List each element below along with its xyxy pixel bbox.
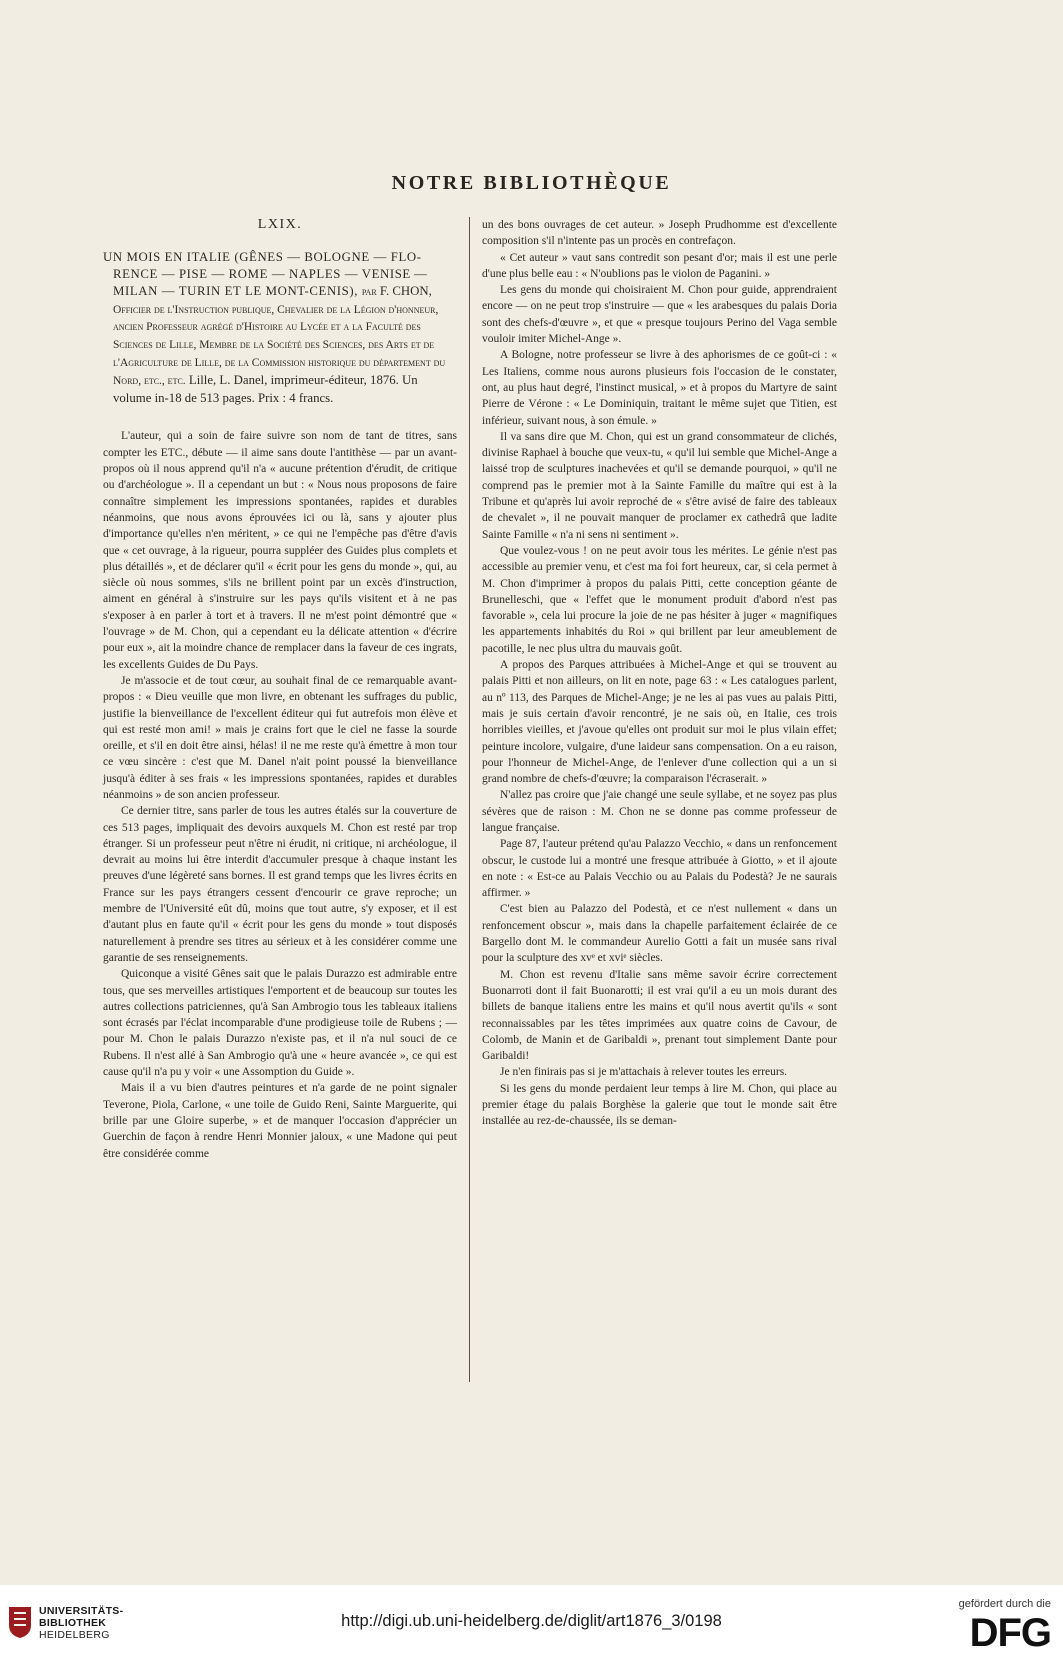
paragraph: Je n'en finirais pas si je m'attachais à relever toutes les erreurs. [500, 1066, 788, 1079]
paragraph: A Bologne, notre professeur se livre à des aphorismes de ce goût-ci : « Les Italiens, comme nous aurons plusieurs fois l'occasion de le constater, ont, au plus haut degré, l'instinct musical, » et à propos du Martyre de saint Pierre de Vérone : « Le Dominiquin, traitant le même sujet que Titien, est inférieur, suivant nous, à son émule. » [482, 349, 837, 427]
paragraph: Quiconque a visité Gênes sait que le palais Durazzo est admirable entre tous, que ses merveilles artistiques l'emportent et de beaucoup sur toutes les autres collections patriciennes, qu'à San Ambrogio tous les tableaux italiens sont écrasés par l'éclat incomparable d'une prodigieuse toile de Rubens ; — pour M. Chon le palais Durazzo n'existe pas, et il n'a nul souci de ce Rubens. Il n'est allé à San Ambrogio qu'à une « heure avancée », ce qui est cause qu'il n'a pu y voir « une Assomption du Guide ». [103, 968, 457, 1079]
left-column [103, 217, 457, 1162]
paragraph: L'auteur, qui a soin de faire suivre son nom de tant de titres, sans compter les ETC., débute — il aime sans doute l'antithèse — par un avant-propos où il nous apprend qu'il n'a « aucune prétention d'érudit, de critique ou d'archéologue ». Il a cependant un but : « Nous nous proposons de faire connaître simplement les impressions spontanées, rapides et durables néanmoins, que nous avons éprouvées ici ou là, sans y ajouter plus d'importance qu'elles n'en méritent, » ce qui ne l'empêche pas d'être d'avis que « cet ouvrage, à la rigueur, pourra suppléer des Guides plus complets et plus détaillés », et de déclarer qu'il « écrit pour les gens du monde », qui, au siècle où nous sommes, s'ils ne brillent point par un excès d'instruction, aiment en général à s'instruire sur les pays qu'ils visitent et à ne pas s'exposer à en parler à tort et à travers. Il ne m'est point démontré que « l'ouvrage » de M. Chon, qui a cependant eu la délicate attention « d'écrire pour eux », ait la moindre chance de remplacer dans la faveur de ces ingrats, les excellents Guides de Du Pays. [103, 430, 457, 671]
paragraph: Les gens du monde qui choisiraient M. Chon pour guide, apprendraient encore — on ne peut trop s'instruire — que « les arabesques du palais Doria sont des chefs-d'œuvre », et que « presque toujours Perino del Vaga semble vouloir imiter Michel-Ange ». [482, 284, 837, 346]
paragraph: Mais il a vu bien d'autres peintures et n'a garde de ne point signaler Teverone, Piola, Carlone, « une toile de Guido Reni, Sainte Marguerite, qui brille par une Gloire superbe, » et de manquer l'occasion d'apprécier un Guerchin de façon à rendre Henri Monnier jaloux, « une Madone qui peut être considérée comme [103, 1082, 457, 1160]
paragraph: Page 87, l'auteur prétend qu'au Palazzo Vecchio, « dans un renfoncement obscur, le custode lui a montré une fresque attribuée à Giotto, » et il ajoute en note : « Est-ce au Palais Vecchio ou au Palais du Podestà? Je ne saurais affirmer. » [482, 838, 837, 900]
page-title: NOTRE BIBLIOTHÈQUE [391, 172, 672, 194]
paragraph: A propos des Parques attribuées à Michel-Ange et qui se trouvent au palais Pitti et non ailleurs, on lit en note, page 63 : « Les catalogues parlent, au nº 113, des Parques de Michel-Ange; je ne les ai pas vues au palais Pitti, mais je suis certain d'avoir rencontré, je ne sais où, en Italie, ces trois horribles vieilles, et j'avoue qu'elles ont produit sur moi le plus vilain effet; peinture incolore, vulgaire, d'une laideur sans compensation. On a eu raison, pour l'honneur de Michel-Ange, de l'enlever d'une collection qui a un si grand nombre de chefs-d'œuvre; la comparaison l'écraserait. » [482, 659, 837, 786]
book-title-line-3: — MILAN — TURIN ET LE MONT-CENIS), [113, 267, 428, 298]
dfg-logo: DFG [969, 1611, 1051, 1655]
book-heading [103, 249, 457, 406]
right-column [482, 217, 837, 1130]
column-divider [469, 217, 470, 1382]
book-title-line-1: UN MOIS EN ITALIE (GÊNES — BOLOGNE — FLO- [103, 250, 422, 265]
funded-by-label: gefördert durch die [958, 1598, 1051, 1610]
book-par: par [361, 285, 377, 298]
paragraph: Que voulez-vous ! on ne peut avoir tous les mérites. Le génie n'est pas accessible au premier venu, et c'est ma foi fort heureux, car, si cela permet à M. Chon d'imprimer à propos du palais Pitti, cette conception géante de Brunelleschi, que « l'effet que le monument produit d'abord n'est pas favorable », cela lui procure la joie de ne pas hésiter à juger « magnifiques les appartements inhabités du Roi » qui brillent par leur ameublement de pacotille, le nec plus ultra du mauvais goût. [482, 544, 837, 655]
paragraph: Je m'associe et de tout cœur, au souhait final de ce remarquable avant-propos : « Dieu veuille que mon livre, en obtenant les suffrages du public, justifie la bienveillance de l'excellent éditeur qui fut autrefois mon élève et qui est resté mon ami! » mais je crains fort que le ciel ne fasse la sourde oreille, et s'il en doit être ainsi, hélas! il ne me reste qu'à émettre à mon tour ce vœu sincère : c'est que M. Danel n'ait point poussé la bienveillance jusqu'à éditer à ses frais « les impressions spontanées, rapides et durables néanmoins » de son ancien professeur. [103, 674, 457, 801]
paragraph: « Cet auteur » vaut sans contredit son pesant d'or; mais il est une perle d'une plus belle eau : « N'oublions pas le violon de Paganini. » [482, 251, 837, 280]
paragraph: un des bons ouvrages de cet auteur. » Joseph Prudhomme est d'excellente composition s'il n'intente pas un procès en contrefaçon. [482, 219, 837, 248]
book-author: F. CHON, [379, 283, 432, 298]
section-number: LXIX. [257, 217, 303, 232]
book-title-line-2: RENCE — PISE — ROME — NAPLES — VENISE [113, 267, 411, 282]
paragraph: Ce dernier titre, sans parler de tous les autres étalés sur la couverture de ces 513 pages, impliquait des devoirs auxquels M. Chon est resté par trop étranger. Si un professeur peut n'être ni érudit, ni critique, ni archéologue, il devrait au moins lui être interdit d'accumuler presque à chaque instant les preuves d'une légèreté sans bornes. Il est grand temps que les livres écrits en France sur les pays étrangers cessent d'encourir ce grave reproche; un membre de l'Université eût dû, moins que tout autre, s'y exposer, et il est d'autant plus en faute qu'il « écrit pour les gens du monde » tout disposés naturellement à prendre ses titres au sérieux et à les considérer comme une garantie de ses renseignements. [103, 805, 457, 964]
institution-name: UNIVERSITÄTS- BIBLIOTHEK HEIDELBERG [39, 1605, 124, 1641]
paragraph: N'allez pas croire que j'aie changé une seule syllabe, et ne soyez pas plus sévères que de raison : M. Chon ne se donne pas comme professeur de langue française. [482, 789, 837, 834]
book-imprint: Lille, L. Danel, imprimeur-éditeur, 1876. Un volume in-18 de 513 pages. Prix : 4 francs. [113, 372, 418, 405]
footer-bar [0, 1585, 1063, 1661]
paragraph: M. Chon est revenu d'Italie sans même savoir écrire correctement Buonarroti dont il fait Buonarotti; il est vrai qu'il a eu un mois durant des billets de banque italiens entre les mains et qu'il nous avertit qu'ils « sont reconnaissables par les têtes imprimées aux quatre coins de Cavour, de Colomb, de Manin et de Garibaldi », prenant tout simplement Dante pour Garibaldi! [482, 968, 837, 1063]
paragraph: Il va sans dire que M. Chon, qui est un grand consommateur de clichés, divinise Raphael à bouche que veux-tu, « qu'il lui semble que Michel-Ange a laissé trop de sculptures inachevées et qu'il se demande pourquoi, » qu'il ne comprend pas le premier mot à la Sainte Famille du maître qui est à la Tribune et qu'après lui avoir reproché de « s'être avisé de faire des tableaux de chevalet », il ne pouvait manquer de proclamer ex cathedrâ que ladite Sainte Famille « n'a ni sens ni sentiment ». [482, 430, 837, 541]
author-titles: Officier de l'Instruction publique, Chevalier de la Légion d'honneur, ancien Professeur agrégé d'Histoire au Lycée et a la Faculté des Sciences de Lille, Membre de la Société des Sciences, des Arts et de l'Agriculture de Lille, de la Commission historique du département du Nord, etc., etc. [113, 303, 446, 387]
paragraph: C'est bien au Palazzo del Podestà, et ce n'est nullement « dans un renfoncement obscur », mais dans la chapelle parfaitement éclairée de ce Bargello dont M. le commandeur Aurelio Gotti a fait un musée sans rival pour la sculpture des xvᵉ et xviᵉ siècles. [482, 903, 837, 965]
paragraph: Si les gens du monde perdaient leur temps à lire M. Chon, qui place au premier étage du palais Borghèse la galerie que tout le monde sait être installée au rez-de-chaussée, ils se deman- [482, 1082, 837, 1128]
document-url[interactable]: http://digi.ub.uni-heidelberg.de/diglit/art1876_3/0198 [341, 1612, 722, 1630]
